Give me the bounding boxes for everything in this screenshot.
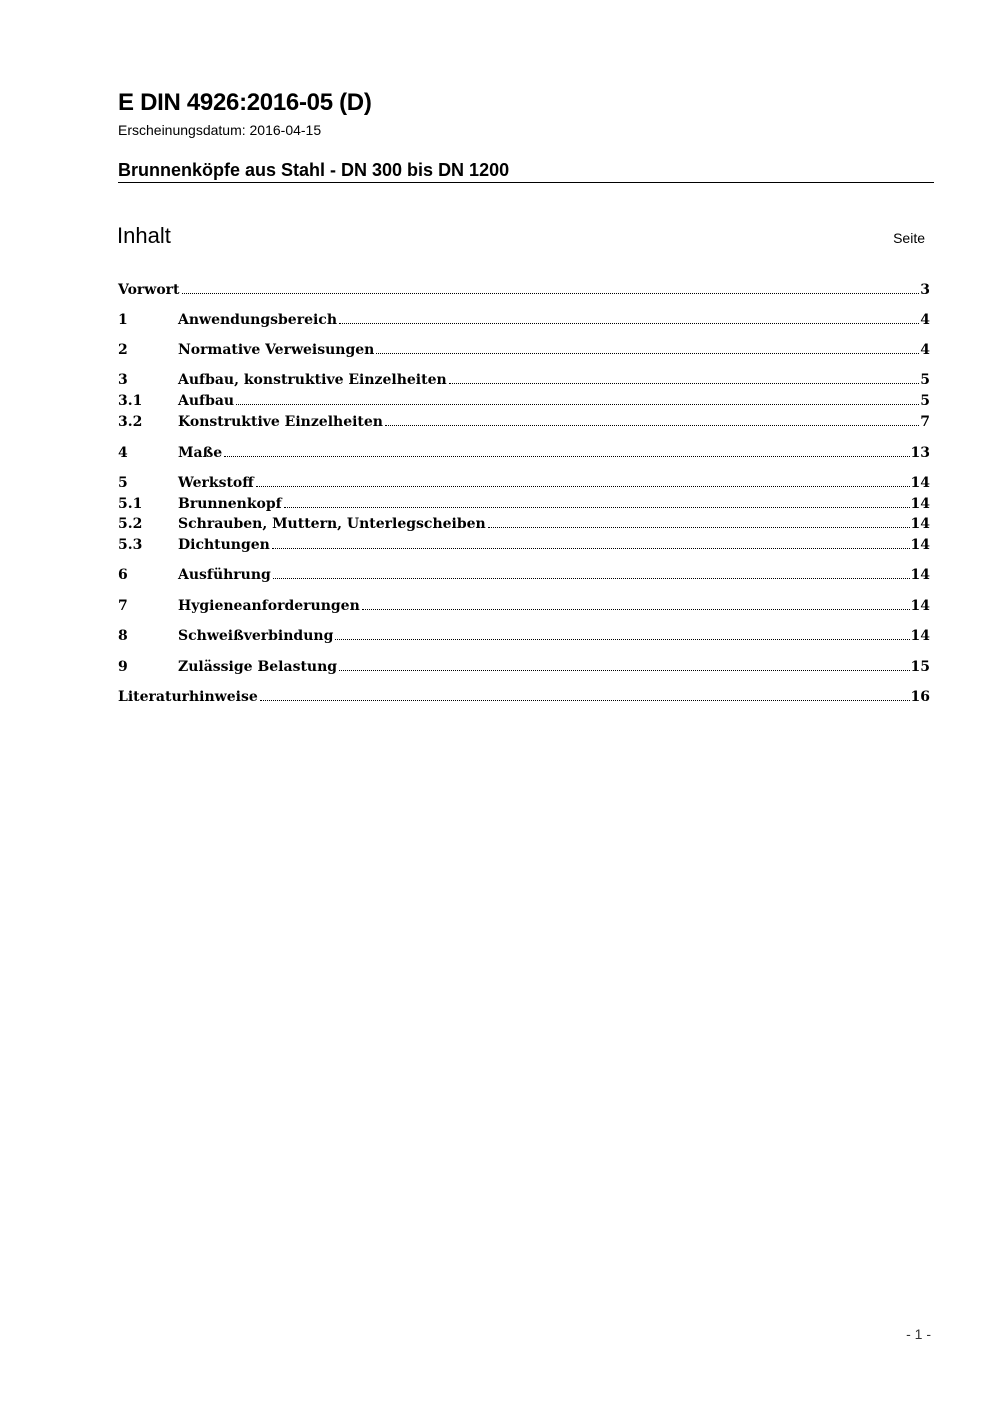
toc-entry-page: 14 — [910, 475, 930, 491]
toc-entry-number: 3.1 — [118, 393, 143, 409]
toc-leader — [339, 323, 919, 324]
toc-entry-text: Normative Verweisungen — [178, 342, 375, 358]
toc-entry-3-1[interactable] — [118, 391, 930, 411]
toc-entry-page: 4 — [920, 342, 930, 358]
toc-leader — [376, 353, 919, 354]
toc-leader — [362, 609, 910, 610]
toc-leader — [273, 578, 910, 579]
toc-entry-vorwort[interactable] — [118, 280, 930, 300]
toc-entry-text: Maße — [178, 445, 223, 461]
toc-entry-number: 8 — [118, 628, 128, 644]
toc-heading: Inhalt — [117, 223, 171, 248]
toc-entry-number: 5 — [118, 475, 128, 491]
toc-entry-page: 14 — [910, 496, 930, 512]
toc-leader — [182, 293, 920, 294]
toc-entry-text: Konstruktive Einzelheiten — [178, 414, 383, 430]
toc-entry-7[interactable] — [118, 596, 930, 616]
toc-leader — [385, 425, 919, 426]
toc-entry-page: 16 — [910, 689, 930, 705]
toc-entry-number: 2 — [118, 342, 128, 358]
toc-leader — [449, 383, 920, 384]
toc-entry-9[interactable] — [118, 657, 930, 677]
toc-leader — [224, 456, 909, 457]
toc-entry-text: Zulässige Belastung — [178, 659, 338, 675]
toc-entry-number: 5.3 — [118, 537, 143, 553]
toc-entry-page: 5 — [920, 393, 930, 409]
toc-entry-page: 14 — [910, 537, 930, 553]
toc-leader — [272, 548, 910, 549]
document-title: Brunnenköpfe aus Stahl - DN 300 bis DN 1200 — [118, 160, 510, 180]
toc-entry-page: 3 — [920, 282, 930, 298]
toc-entry-number: 6 — [118, 567, 128, 583]
toc-leader — [335, 639, 909, 640]
toc-entry-5[interactable] — [118, 473, 930, 493]
toc-entry-page: 14 — [910, 598, 930, 614]
toc-leader — [488, 527, 910, 528]
toc-entry-text: Schweißverbindung — [178, 628, 334, 644]
toc-entry-1[interactable] — [118, 310, 930, 330]
toc-entry-2[interactable] — [118, 340, 930, 360]
toc-entry-text: Aufbau — [178, 393, 235, 409]
toc-entry-number: 3.2 — [118, 414, 143, 430]
toc-entry-page: 14 — [910, 516, 930, 532]
toc-entry-page: 4 — [920, 312, 930, 328]
toc-entry-text: Schrauben, Muttern, Unterlegscheiben — [178, 516, 486, 532]
toc-entry-text: Brunnenkopf — [178, 496, 282, 512]
toc-entry-4[interactable] — [118, 443, 930, 463]
page-column-label: Seite — [893, 230, 925, 246]
toc-entry-number: 4 — [118, 445, 128, 461]
toc-entry-number: 1 — [118, 312, 128, 328]
toc-leader — [284, 507, 910, 508]
footer-page-number: - 1 - — [906, 1326, 931, 1342]
toc-entry-3-2[interactable] — [118, 412, 930, 432]
toc-entry-5-1[interactable] — [118, 494, 930, 514]
toc-entry-text: Literaturhinweise — [118, 689, 258, 705]
toc-leader — [236, 404, 919, 405]
toc-entry-text: Werkstoff — [178, 475, 254, 491]
toc-entry-number: 5.1 — [118, 496, 143, 512]
toc-leader — [339, 670, 909, 671]
toc-leader — [260, 700, 910, 701]
toc-leader — [256, 486, 910, 487]
toc-entry-literaturhinweise[interactable] — [118, 687, 930, 707]
toc-entry-number: 3 — [118, 372, 128, 388]
toc-entry-5-3[interactable] — [118, 535, 930, 555]
toc-entry-5-2[interactable] — [118, 514, 930, 534]
toc-entry-page: 15 — [910, 659, 930, 675]
title-divider — [118, 182, 934, 183]
toc-entry-page: 14 — [910, 628, 930, 644]
toc-entry-page: 13 — [910, 445, 930, 461]
toc-entry-page: 14 — [910, 567, 930, 583]
toc-entry-number: 5.2 — [118, 516, 143, 532]
toc-entry-text: Anwendungsbereich — [178, 312, 337, 328]
toc-entry-text: Aufbau, konstruktive Einzelheiten — [178, 372, 447, 388]
toc-entry-page: 5 — [920, 372, 930, 388]
toc-entry-text: Hygieneanforderungen — [178, 598, 360, 614]
toc-entry-text: Dichtungen — [178, 537, 270, 553]
toc-entry-number: 7 — [118, 598, 128, 614]
document-id: E DIN 4926:2016-05 (D) — [118, 89, 372, 116]
toc-entry-page: 7 — [920, 414, 930, 430]
toc-entry-6[interactable] — [118, 565, 930, 585]
toc-entry-text: Ausführung — [178, 567, 271, 583]
toc-entry-number: 9 — [118, 659, 128, 675]
toc-entry-3[interactable] — [118, 370, 930, 390]
toc-entry-8[interactable] — [118, 626, 930, 646]
publication-date: Erscheinungsdatum: 2016-04-15 — [118, 122, 322, 138]
toc-entry-text: Vorwort — [118, 282, 180, 298]
